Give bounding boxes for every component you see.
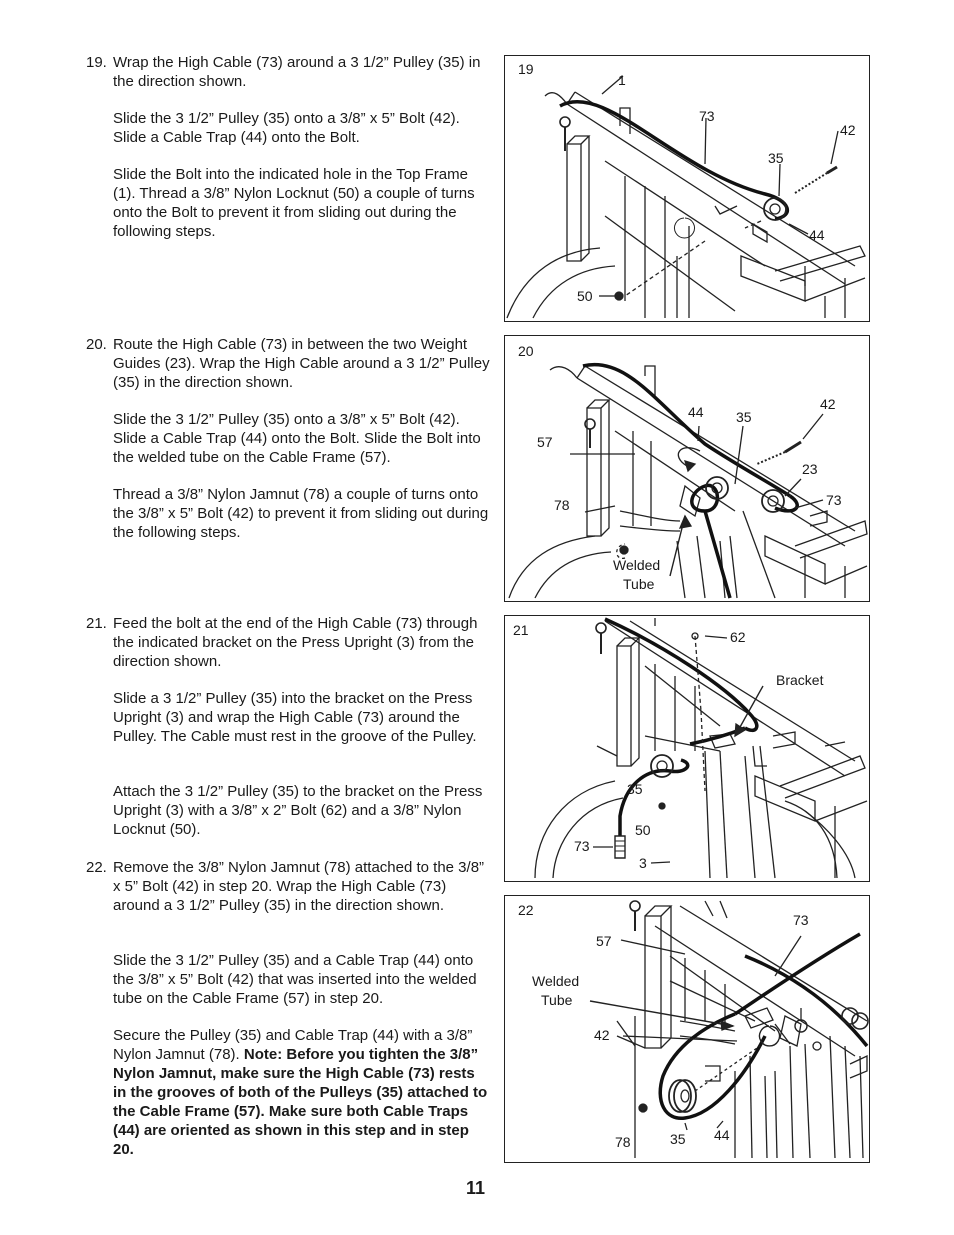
step-19-para-1: Wrap the High Cable (73) around a 3 1/2” Pulley (35) in the direction shown. <box>113 54 481 90</box>
figure-22-label-44: 44 <box>714 1127 730 1143</box>
step-20-para-2: Slide the 3 1/2” Pulley (35) onto a 3/8” x 5” Bolt (42). Slide a Cable Trap (44) onto the Bolt. Slide the Bolt into the welded tube on the Cable Frame (57). <box>113 411 481 466</box>
step-19-para-3: Slide the Bolt into the indicated hole in the Top Frame (1). Thread a 3/8” Nylon Locknut (50) a couple of turns onto the Bolt to prevent it from sliding out during the following steps. <box>113 166 475 240</box>
figure-21-label-bracket: Bracket <box>776 672 824 688</box>
figure-19-label-35: 35 <box>768 150 784 166</box>
figure-20-label-35: 35 <box>736 409 752 425</box>
figure-21-label-50: 50 <box>635 822 651 838</box>
step-20-para-1: Route the High Cable (73) in between the two Weight Guides (23). Wrap the High Cable around a 3 1/2” Pulley (35) in the direction shown. <box>113 336 490 391</box>
step-22-para-3 <box>113 1026 491 1159</box>
figure-21-label-73: 73 <box>574 838 590 854</box>
step-21-para-1: Feed the bolt at the end of the High Cable (73) through the indicated bracket on the Press Upright (3) from the direction shown. <box>113 615 478 670</box>
figure-20-label-42: 42 <box>820 396 836 412</box>
step-21-number: 21. <box>86 615 107 632</box>
figure-20 <box>504 335 870 602</box>
figure-19-label-44: 44 <box>809 227 825 243</box>
figure-20-label-23: 23 <box>802 461 818 477</box>
figure-22-label-35: 35 <box>670 1131 686 1147</box>
figure-21 <box>504 615 870 882</box>
figure-22-label-78: 78 <box>615 1134 631 1150</box>
figure-20-label-tube: Tube <box>623 576 655 592</box>
figure-20-label-57: 57 <box>537 434 553 450</box>
figure-19-label-73: 73 <box>699 108 715 124</box>
figure-22-label-42: 42 <box>594 1027 610 1043</box>
figure-22-label-57: 57 <box>596 933 612 949</box>
figure-19-drawing <box>505 56 869 321</box>
step-22-para-3-text: Secure the Pulley (35) and Cable Trap (44) with a 3/8” Nylon Jamnut (78). <box>113 1027 473 1063</box>
figure-20-label-78: 78 <box>554 497 570 513</box>
figure-21-number: 21 <box>513 622 529 638</box>
figure-19-label-1: 1 <box>618 72 626 88</box>
step-22-note: Note: Before you tighten the 3/8” Nylon Jamnut, make sure the High Cable (73) rests in the grooves of both of the Pulleys (35) attached to the Cable Frame (57). Make sure both Cable Traps (44) are oriented as shown in this step and in step 20. <box>113 1046 488 1158</box>
figure-21-label-3: 3 <box>639 855 647 871</box>
step-20-para-3: Thread a 3/8” Nylon Jamnut (78) a couple of turns onto the 3/8” x 5” Bolt (42) to prevent it from sliding out during the following steps. <box>113 486 489 541</box>
figure-19-label-50: 50 <box>577 288 593 304</box>
figure-20-label-73: 73 <box>826 492 842 508</box>
figure-19-label-42: 42 <box>840 122 856 138</box>
figure-20-label-welded: Welded <box>613 557 661 573</box>
figure-21-label-35: 35 <box>627 781 643 797</box>
figure-22-drawing <box>505 896 869 1162</box>
figure-22-label-welded: Welded <box>532 973 580 989</box>
figure-20-label-44: 44 <box>688 404 704 420</box>
figure-21-label-62: 62 <box>730 629 746 645</box>
figure-21-drawing <box>505 616 869 881</box>
figure-20-number: 20 <box>518 343 534 359</box>
step-20-number: 20. <box>86 336 107 353</box>
step-21-para-3: Attach the 3 1/2” Pulley (35) to the bracket on the Press Upright (3) with a 3/8” x 2” Bolt (62) and a 3/8” Nylon Locknut (50). <box>113 783 483 838</box>
figure-22-label-73: 73 <box>793 912 809 928</box>
page-number: 11 <box>466 1178 486 1198</box>
step-22-para-1: Remove the 3/8” Nylon Jamnut (78) attached to the 3/8” x 5” Bolt (42) in step 20. Wrap the High Cable (73) around a 3 1/2” Pulley (35) in the direction shown. <box>113 859 485 914</box>
figure-22 <box>504 895 870 1163</box>
step-19-para-2: Slide the 3 1/2” Pulley (35) onto a 3/8” x 5” Bolt (42). Slide a Cable Trap (44) onto the Bolt. <box>113 110 460 146</box>
step-21-para-2: Slide a 3 1/2” Pulley (35) into the bracket on the Press Upright (3) and wrap the High Cable (73) around the Pulley. The Cable must rest in the groove of the Pulley. <box>113 690 477 745</box>
figure-19 <box>504 55 870 322</box>
figure-19-number: 19 <box>518 61 534 77</box>
figure-22-label-tube: Tube <box>541 992 573 1008</box>
step-22-para-2: Slide the 3 1/2” Pulley (35) and a Cable Trap (44) onto the 3/8” x 5” Bolt (42) that was inserted into the welded tube on the Cable Frame (57) in step 20. <box>113 952 477 1007</box>
step-19-number: 19. <box>86 54 107 71</box>
step-22-number: 22. <box>86 859 107 876</box>
figure-22-number: 22 <box>518 902 534 918</box>
